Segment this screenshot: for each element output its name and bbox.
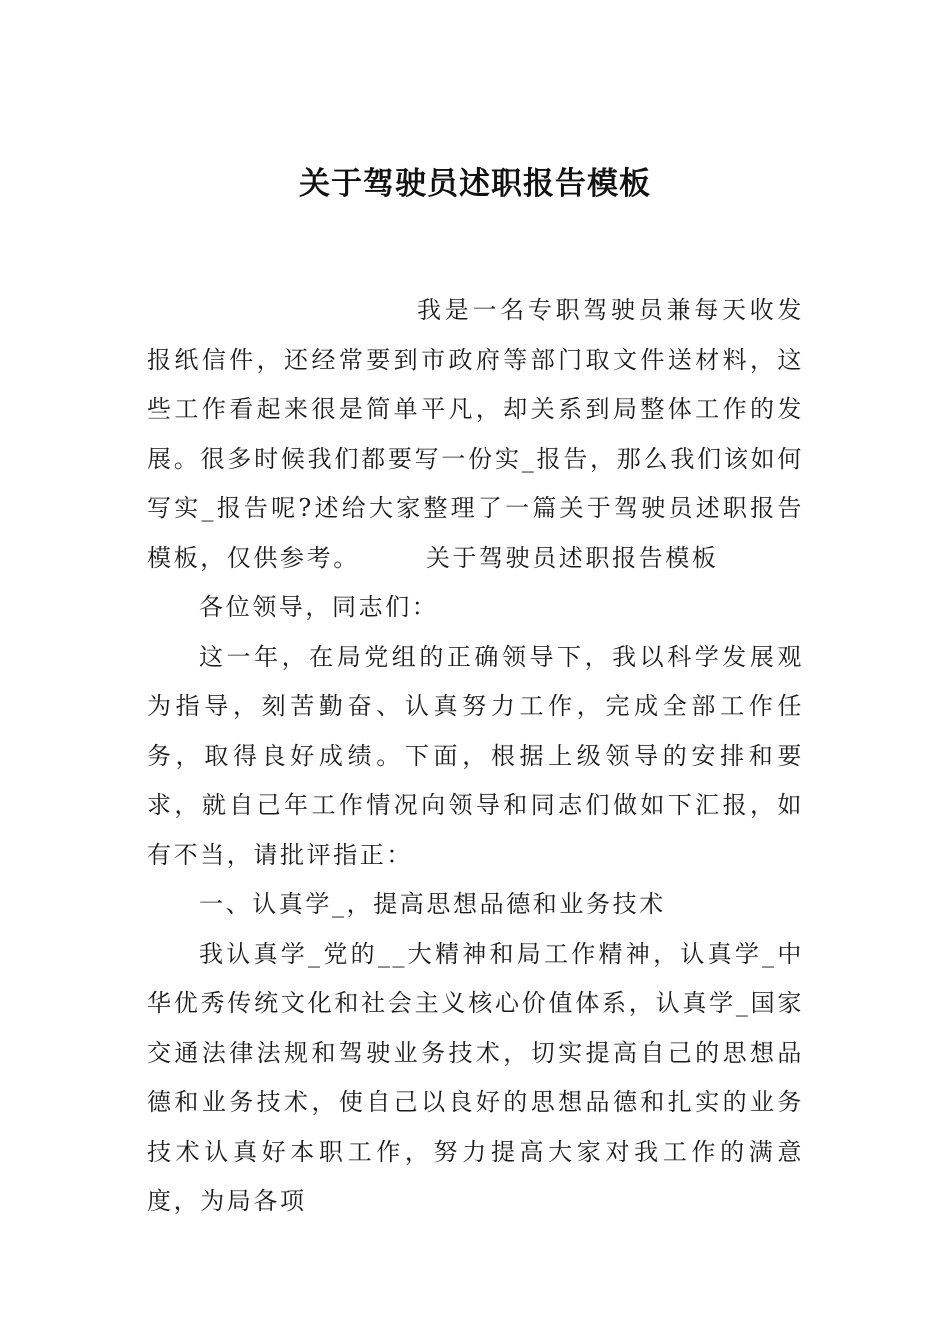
intro-paragraph — [147, 286, 804, 583]
document-body — [147, 286, 804, 1227]
section-heading: 一、认真学_，提高思想品德和业务技术 — [199, 890, 666, 918]
intro-report-title: 关于驾驶员述职报告模板 — [425, 543, 719, 572]
document-title: 关于驾驶员述职报告模板 — [299, 166, 651, 202]
salutation-paragraph: 各位领导，同志们： — [199, 593, 439, 621]
body-paragraph: 我认真学_党的__大精神和局工作精神，认真学_中华优秀传统文化和社会主义核心价值体系，认真学_国家交通法律法规和驾驶业务技术，切实提高自己的思想品德和业务技术，使自己以良好的思想品德和扎实的业务技术认真好本职工作，努力提高大家对我工作的满意度，为局各项 — [147, 939, 804, 1215]
intro-text: 我是一名专职驾驶员兼每天收发报纸信件，还经常要到市政府等部门取文件送材料，这些工作看起来很是简单平凡，却关系到局整体工作的发展。很多时候我们都要写一份实_报告，那么我们该如何写实_报告呢?述给大家整理了一篇关于驾驶员述职报告模板，仅供参考。 — [147, 296, 804, 572]
body-paragraph: 这一年，在局党组的正确领导下，我以科学发展观为指导，刻苦勤奋、认真努力工作，完成全部工作任务，取得良好成绩。下面，根据上级领导的安排和要求，就自己年工作情况向领导和同志们做如下汇报，如有不当，请批评指正： — [147, 642, 804, 869]
